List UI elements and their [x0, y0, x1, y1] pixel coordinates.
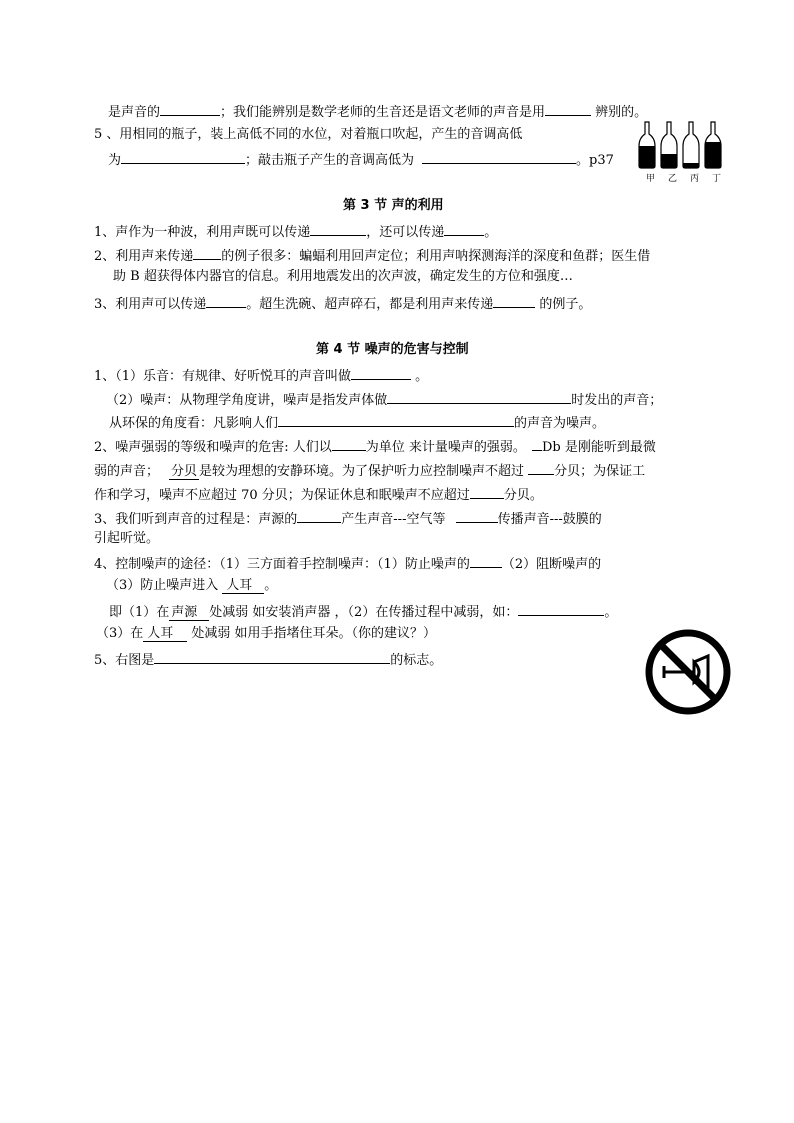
sec4-q2-line1: 2、噪声强弱的等级和噪声的危害: 人们以 为单位 来计量噪声的强弱。 Db 是刚能听到最微 — [94, 436, 656, 454]
blank — [528, 460, 554, 475]
blank — [456, 508, 498, 523]
blank — [160, 101, 220, 116]
sec4-q2-line3: 作和学习，噪声不应超过 70 分贝；为保证休息和眠噪声不应超过 分贝。 — [94, 484, 543, 502]
sec4-q5: 5、右图是 的标志。 — [94, 649, 442, 667]
sec4-q4-line1: 4、控制噪声的途径：（1）三方面着手控制噪声：（1）防止噪声的 （2）阻断噪声的 — [94, 553, 601, 571]
blank — [532, 436, 542, 451]
sec4-q3-line1: 3、我们听到声音的过程是：声源的 产生声音---空气等 传播声音---鼓膜的 — [94, 508, 602, 526]
blank — [422, 149, 576, 164]
blank — [332, 436, 366, 451]
blank — [297, 508, 341, 523]
blank — [545, 101, 591, 116]
sec4-q4-line4: （3）在 人耳 处减弱 如用手指堵住耳朵。（你的建议？） — [96, 626, 437, 641]
blank — [121, 149, 245, 164]
blank — [493, 293, 535, 308]
q5-line2: 为 ；敲击瓶子产生的音调高低为 。p37 — [108, 149, 614, 167]
sec4-q2-line2: 弱的声音； 分贝 是较为理想的安静环境。为了保护听力应控制噪声不超过 分贝；为保证工 — [94, 460, 645, 478]
blank — [470, 553, 502, 568]
sec3-q1: 1、声作为一种波，利用声既可以传递 ，还可以传递 。 — [94, 221, 497, 239]
sec3-q2: 2、利用声来传递 的例子很多：蝙蝠利用回声定位；利用声呐探测海洋的深度和鱼群；医生借 — [94, 245, 650, 263]
q4-cont-line: 是声音的 ；我们能辨别是数学老师的生音还是语文老师的声音是用 辨别的。 — [108, 101, 647, 119]
bottle-labels: 甲 乙 丙 丁 — [646, 174, 722, 184]
blank — [387, 389, 571, 404]
sec4-q4-line3: 即（1）在 声源 处减弱 如安装消声器 ，（2）在传播过程中减弱，如： 。 — [109, 601, 617, 619]
blank — [154, 649, 390, 664]
section-3-title: 第 3 节 声的利用 — [343, 198, 444, 213]
blank — [193, 245, 221, 260]
sec3-q2-line2: 助 B 超获得体内器官的信息。利用地震发出的次声波，确定发生的方位和强度… — [113, 269, 573, 284]
sec4-q3-line2: 引起听觉。 — [94, 531, 160, 546]
sec4-q1: 1、（1）乐音：有规律、好听悦耳的声音叫做 。 — [94, 365, 428, 383]
blank — [206, 293, 246, 308]
blank — [351, 365, 411, 380]
sec4-q1c: 从环保的角度看：凡影响人们 的声音为噪声。 — [109, 412, 605, 430]
sec4-q1b: （2）噪声：从物理学角度讲，噪声是指发声体做 时发出的声音； — [106, 389, 662, 407]
blank — [518, 601, 604, 616]
blank — [470, 484, 504, 499]
q5-line1: 5 、用相同的瓶子，装上高低不同的水位，对着瓶口吹起，产生的音调高低 — [94, 127, 523, 142]
blank — [310, 221, 366, 236]
blank — [278, 412, 514, 427]
section-4-title: 第 4 节 噪声的危害与控制 — [316, 342, 469, 357]
sec3-q3: 3、利用声可以传递 。超生洗碗、超声碎石，都是利用声来传递 的例子。 — [94, 293, 591, 311]
sec4-q4-line2: （3）防止噪声进入 人耳 。 — [106, 578, 278, 593]
blank — [444, 221, 484, 236]
no-horn-sign-icon — [644, 628, 732, 716]
